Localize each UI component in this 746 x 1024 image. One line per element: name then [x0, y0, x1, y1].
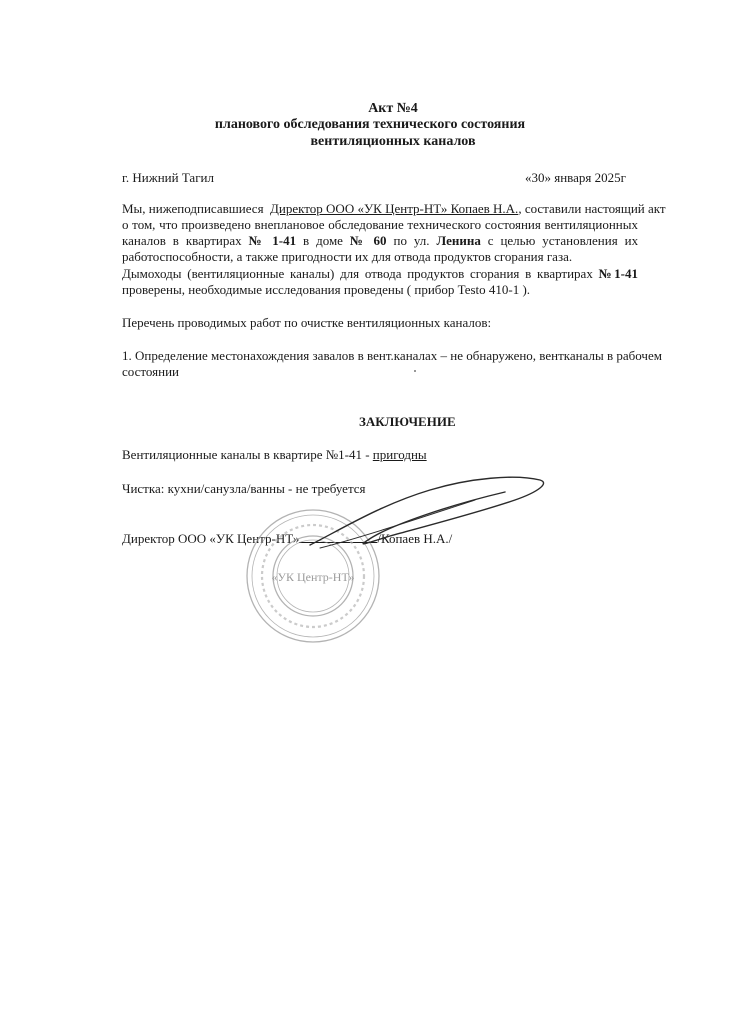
paragraph1-line2: о том, что произведено внеплановое обследование технического состояния вентиляционных: [122, 217, 638, 232]
street: Ленина: [436, 233, 481, 248]
suitability: пригодны: [372, 447, 427, 462]
signer-position: Директор ООО «УК Центр-НТ»: [122, 531, 300, 546]
paragraph1-line1: [122, 201, 666, 217]
conclusion-heading: ЗАКЛЮЧЕНИЕ: [359, 414, 456, 429]
date: «30» января 2025г: [525, 170, 626, 185]
conclusion-line1: Вентиляционные каналы в квартире №1-41 - пригодны: [122, 447, 427, 462]
intro-text: Мы, нижеподписавшиеся: [122, 201, 264, 216]
paragraph1-line3: каналов в квартирах № 1-41 в доме № 60 по ул. Ленина с целью установления их: [122, 233, 639, 248]
seal-center-text: «УК Центр-НТ»: [271, 570, 355, 584]
chimney-apartments: №1-41: [598, 266, 638, 281]
paragraph1-line4: работоспособности, а также пригодности их для отвода продуктов сгорания газа.: [122, 249, 573, 264]
intro-text-end: , составили настоящий акт: [518, 201, 666, 216]
place: г. Нижний Тагил: [122, 170, 214, 185]
work-item-1-line1: 1. Определение местонахождения завалов в вент.каналах – не обнаружено, вентканалы в рабочем: [122, 348, 662, 363]
signer-name-short: /Копаев Н.А./: [377, 531, 453, 546]
paragraph2-line2: проверены, необходимые исследования проведены ( прибор Testo 410-1 ).: [122, 282, 531, 297]
scan-speck: [414, 370, 416, 372]
act-subtitle-line1: планового обследования технического состояния: [214, 117, 526, 132]
act-subtitle-line2: вентиляционных каналов: [310, 134, 476, 149]
works-heading: Перечень проводимых работ по очистке вентиляционных каналов:: [122, 315, 492, 330]
work-item-1-line2: состоянии: [122, 364, 179, 379]
apartments: № 1-41: [248, 233, 297, 248]
act-title: Акт №4: [368, 101, 418, 116]
handwritten-signature: [300, 470, 560, 560]
paragraph2-line1: Дымоходы (вентиляционные каналы) для отвода продуктов сгорания в квартирах №1-41: [122, 266, 638, 281]
signer-name: Директор ООО «УК Центр-НТ» Копаев Н.А.: [270, 201, 519, 216]
house-number: № 60: [349, 233, 387, 248]
conclusion-line2: Чистка: кухни/санузла/ванны - не требуется: [122, 481, 366, 496]
